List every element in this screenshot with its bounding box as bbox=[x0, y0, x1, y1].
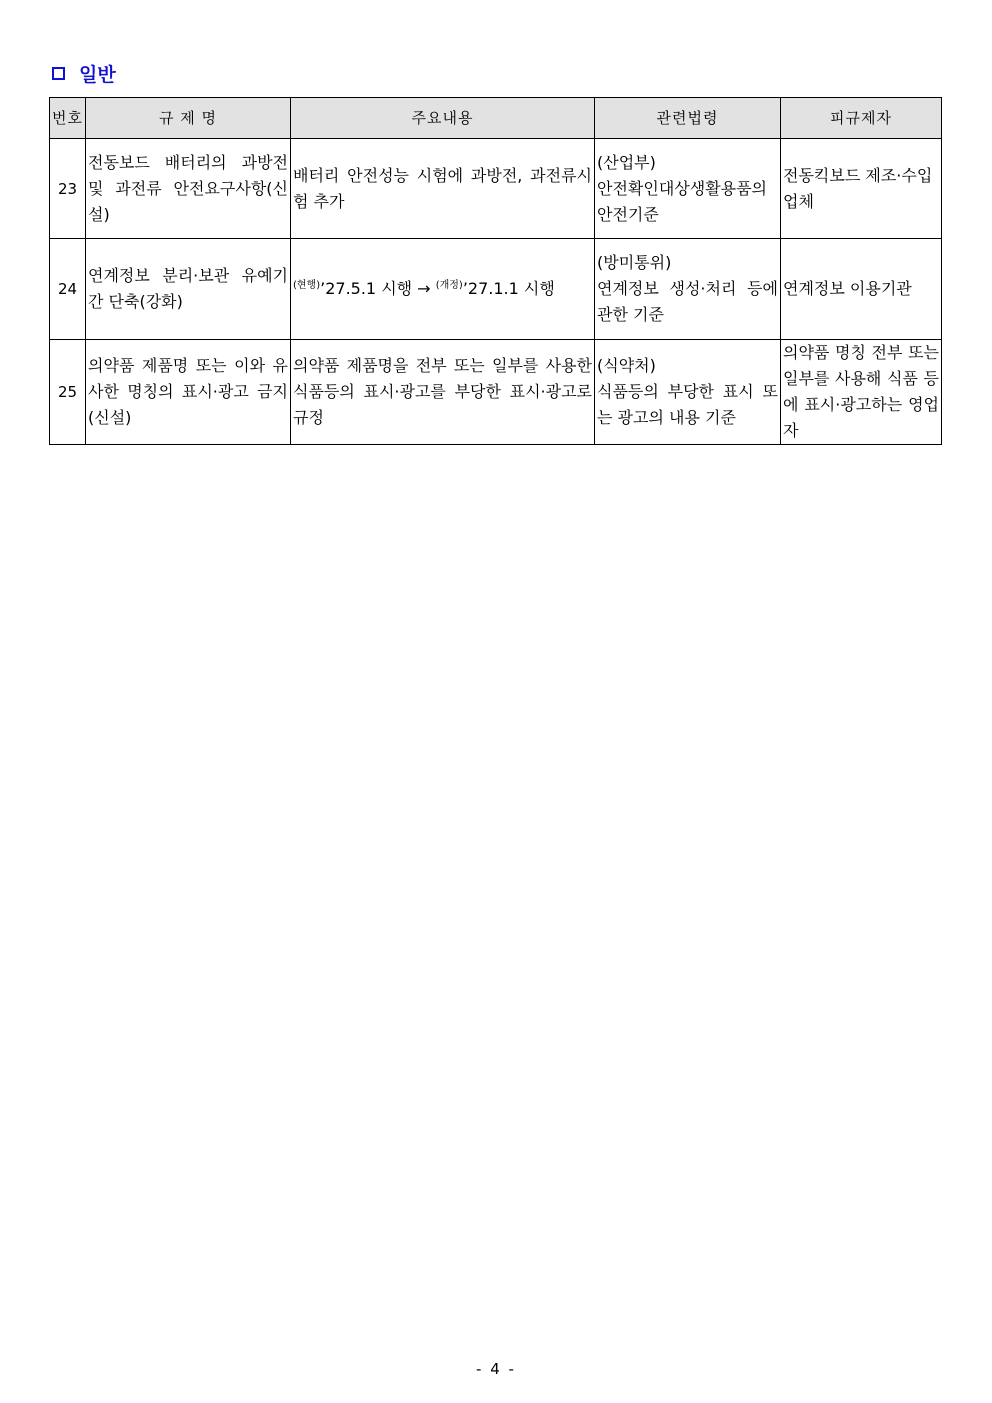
section-title: 일반 bbox=[79, 64, 116, 86]
header-target: 피규제자 bbox=[781, 98, 942, 139]
row-number: 24 bbox=[50, 239, 86, 340]
row-number: 23 bbox=[50, 139, 86, 239]
regulation-content: 의약품 제품명을 전부 또는 일부를 사용한 식품등의 표시·광고를 부당한 표시·광고로 규정 bbox=[291, 340, 595, 445]
current-date: ’27.5.1 시행 → bbox=[320, 279, 436, 298]
header-name: 규 제 명 bbox=[86, 98, 291, 139]
table-header-row bbox=[50, 98, 942, 139]
header-law: 관련법령 bbox=[595, 98, 781, 139]
related-law bbox=[595, 139, 781, 239]
regulation-name: 전동보드 배터리의 과방전 및 과전류 안전요구사항(신설) bbox=[86, 139, 291, 239]
revised-label: (개정) bbox=[435, 280, 463, 291]
regulation-table bbox=[49, 97, 942, 445]
page-number: - 4 - bbox=[476, 1360, 516, 1378]
related-law bbox=[595, 340, 781, 445]
table-row bbox=[50, 340, 942, 445]
law-name: 연계정보 생성·처리 등에 관한 기준 bbox=[597, 279, 778, 324]
regulation-content: 배터리 안전성능 시험에 과방전, 과전류시험 추가 bbox=[291, 139, 595, 239]
law-org: (산업부) bbox=[597, 152, 656, 172]
law-name: 식품등의 부당한 표시 또는 광고의 내용 기준 bbox=[597, 382, 778, 427]
revised-date: ’27.1.1 시행 bbox=[462, 279, 555, 298]
law-org: (식약처) bbox=[597, 356, 656, 375]
table-row bbox=[50, 139, 942, 239]
regulation-name: 의약품 제품명 또는 이와 유사한 명칭의 표시·광고 금지(신설) bbox=[86, 340, 291, 445]
section-heading bbox=[52, 60, 116, 87]
related-law bbox=[595, 239, 781, 340]
regulation-name: 연계정보 분리·보관 유예기간 단축(강화) bbox=[86, 239, 291, 340]
square-outline-icon bbox=[52, 67, 65, 80]
regulated-party: 의약품 명칭 전부 또는 일부를 사용해 식품 등에 표시·광고하는 영업자 bbox=[781, 340, 942, 445]
row-number: 25 bbox=[50, 340, 86, 445]
law-name: 안전확인대상생활용품의 안전기준 bbox=[597, 178, 768, 224]
table-row bbox=[50, 239, 942, 340]
current-label: (현행) bbox=[293, 280, 321, 291]
regulated-party: 연계정보 이용기관 bbox=[781, 239, 942, 340]
header-num: 번호 bbox=[50, 98, 86, 139]
law-org: (방미통위) bbox=[597, 253, 672, 272]
regulation-content bbox=[291, 239, 595, 340]
header-content: 주요내용 bbox=[291, 98, 595, 139]
regulated-party: 전동킥보드 제조·수입업체 bbox=[781, 139, 942, 239]
